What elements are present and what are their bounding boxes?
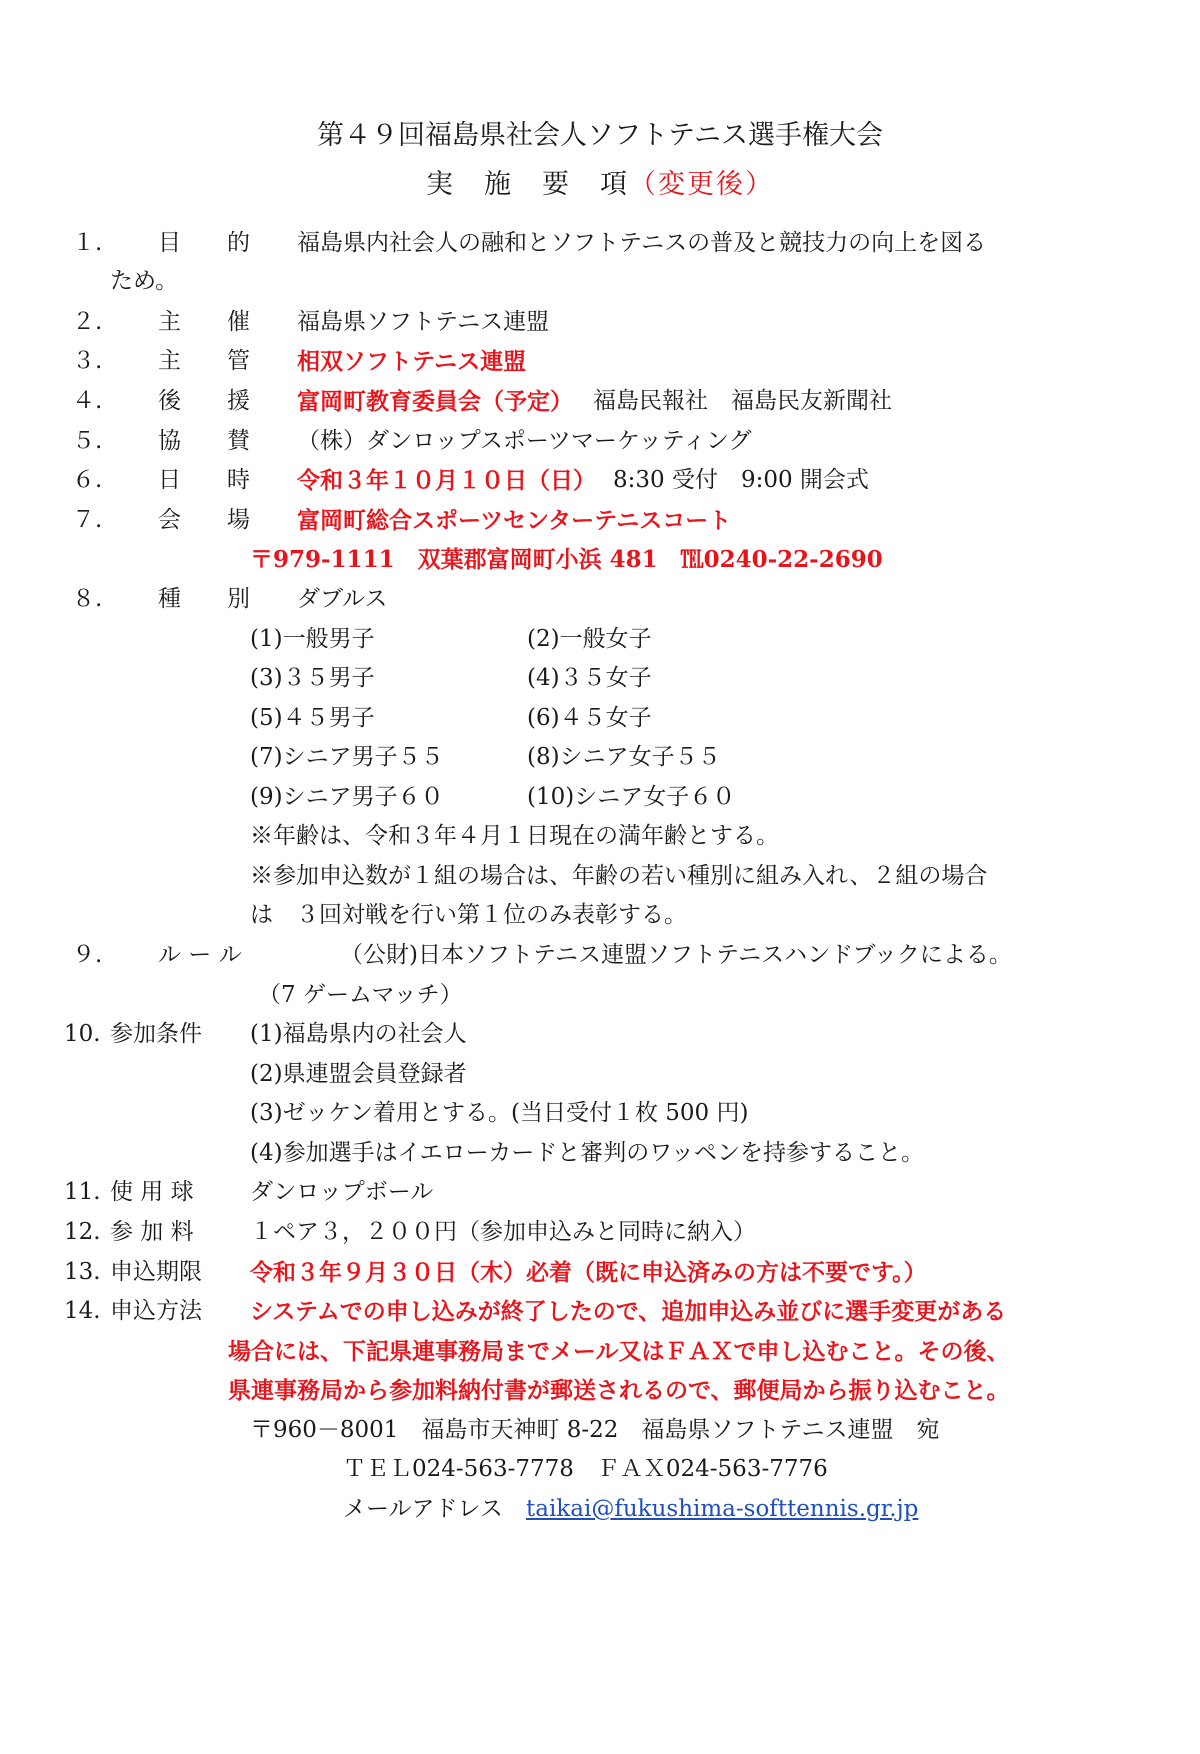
item-7-label: 会 場: [158, 507, 250, 533]
item-10-label: 参加条件: [110, 1021, 202, 1047]
item-1-text: 福島県内社会人の融和とソフトテニスの普及と競技力の向上を図る: [297, 230, 987, 256]
item-3-number: ３.: [72, 348, 103, 374]
item-8-note-entries: ※参加申込数が１組の場合は、年齢の若い種別に組み入れ、２組の場合: [250, 863, 988, 889]
item-8-text: ダブルス: [297, 586, 388, 612]
subtitle-changed-note: （変更後）: [629, 169, 774, 200]
category-item: (8)シニア女子５５: [527, 744, 721, 770]
item-12-text: １ペア３，２００円（参加申込みと同時に納入）: [250, 1219, 756, 1245]
item-11-label: 使 用 球: [110, 1179, 194, 1205]
item-4-label: 後 援: [158, 388, 250, 414]
item-1-continuation: ため。: [110, 268, 179, 294]
category-item: (4)３５女子: [527, 665, 652, 691]
item-12-number: 12.: [64, 1219, 101, 1245]
item-5-number: ５.: [72, 428, 103, 454]
item-14-text-line3: 県連事務局から参加料納付書が郵送されるので、郵便局から振り込むこと。: [228, 1377, 1010, 1404]
item-9-number: ９.: [72, 942, 103, 968]
item-3-text: 相双ソフトテニス連盟: [297, 348, 527, 375]
condition-item: (3)ゼッケン着用とする。(当日受付１枚 500 円): [250, 1100, 749, 1126]
item-14-text-line2: 場合には、下記県連事務局までメール又はＦＡＸで申し込むこと。その後、: [228, 1338, 1010, 1365]
condition-item: (2)県連盟会員登録者: [250, 1061, 467, 1087]
item-3-label: 主 管: [158, 348, 250, 374]
item-4-text-red: 富岡町教育委員会（予定）: [297, 388, 573, 415]
item-13-label: 申込期限: [110, 1259, 202, 1285]
item-4-text: 福島民報社 福島民友新聞社: [593, 388, 892, 414]
category-item: (7)シニア男子５５: [250, 744, 444, 770]
item-14-postal-address: 〒960－8001 福島市天神町 8-22 福島県ソフトテニス連盟 宛: [250, 1417, 940, 1443]
item-10-number: 10.: [64, 1021, 101, 1047]
category-item: (3)３５男子: [250, 665, 375, 691]
item-2-label: 主 催: [158, 309, 250, 335]
item-8-note-age: ※年齢は、令和３年４月１日現在の満年齢とする。: [250, 823, 779, 849]
item-7-address: 〒979-1111 双葉郡富岡町小浜 481 ℡0240-22-2690: [250, 546, 883, 573]
item-11-text: ダンロップボール: [250, 1179, 434, 1205]
condition-item: (4)参加選手はイエローカードと審判のワッペンを持参すること。: [250, 1140, 925, 1166]
category-item: (2)一般女子: [527, 626, 652, 652]
item-7-venue: 富岡町総合スポーツセンターテニスコート: [297, 507, 732, 534]
document-subtitle: [0, 171, 1200, 198]
subtitle-main: 実 施 要 項: [426, 169, 629, 200]
item-9-label: ル ー ル: [158, 942, 242, 968]
item-6-time: 8:30 受付 9:00 開会式: [613, 467, 869, 493]
category-item: (6)４５女子: [527, 705, 652, 731]
item-6-number: ６.: [72, 467, 103, 493]
item-12-label: 参 加 料: [110, 1219, 194, 1245]
item-1-number: １.: [72, 230, 103, 256]
item-14-mail-label: メールアドレス: [343, 1496, 503, 1522]
item-14-text-line1: システムでの申し込みが終了したので、追加申込み並びに選手変更がある: [250, 1298, 1007, 1325]
item-8-label: 種 別: [158, 586, 250, 612]
item-14-tel-fax: ＴＥＬ024-563-7778 ＦＡＸ024-563-7776: [343, 1456, 828, 1482]
item-13-text: 令和３年９月３０日（木）必着（既に申込済みの方は不要です。）: [250, 1259, 927, 1286]
item-8-number: ８.: [72, 586, 103, 612]
item-8-note-entries-cont: は ３回対戦を行い第１位のみ表彰する。: [250, 902, 687, 928]
item-14-number: 14.: [64, 1298, 101, 1324]
category-item: (5)４５男子: [250, 705, 375, 731]
document-title: 第４９回福島県社会人ソフトテニス選手権大会: [317, 120, 883, 151]
item-4-number: ４.: [72, 388, 103, 414]
condition-item: (1)福島県内の社会人: [250, 1021, 467, 1047]
item-6-label: 日 時: [158, 467, 250, 493]
item-9-text: （公財)日本ソフトテニス連盟ソフトテニスハンドブックによる。: [340, 942, 1012, 968]
category-item: (10)シニア女子６０: [527, 784, 736, 810]
item-11-number: 11.: [64, 1179, 101, 1205]
category-item: (1)一般男子: [250, 626, 375, 652]
category-item: (9)シニア男子６０: [250, 784, 444, 810]
item-2-text: 福島県ソフトテニス連盟: [297, 309, 550, 335]
item-5-text: （株）ダンロップスポーツマーケッティング: [297, 428, 752, 454]
item-5-label: 協 賛: [158, 428, 250, 454]
item-1-label: 目 的: [158, 230, 250, 256]
item-9-continuation: （7 ゲームマッチ）: [258, 982, 463, 1008]
item-14-label: 申込方法: [110, 1298, 202, 1324]
item-2-number: ２.: [72, 309, 103, 335]
item-7-number: ７.: [72, 507, 103, 533]
item-6-date: 令和３年１０月１０日（日）: [297, 467, 596, 494]
item-14-mail-link[interactable]: taikai@fukushima-softtennis.gr.jp: [526, 1496, 919, 1522]
item-13-number: 13.: [64, 1259, 101, 1285]
